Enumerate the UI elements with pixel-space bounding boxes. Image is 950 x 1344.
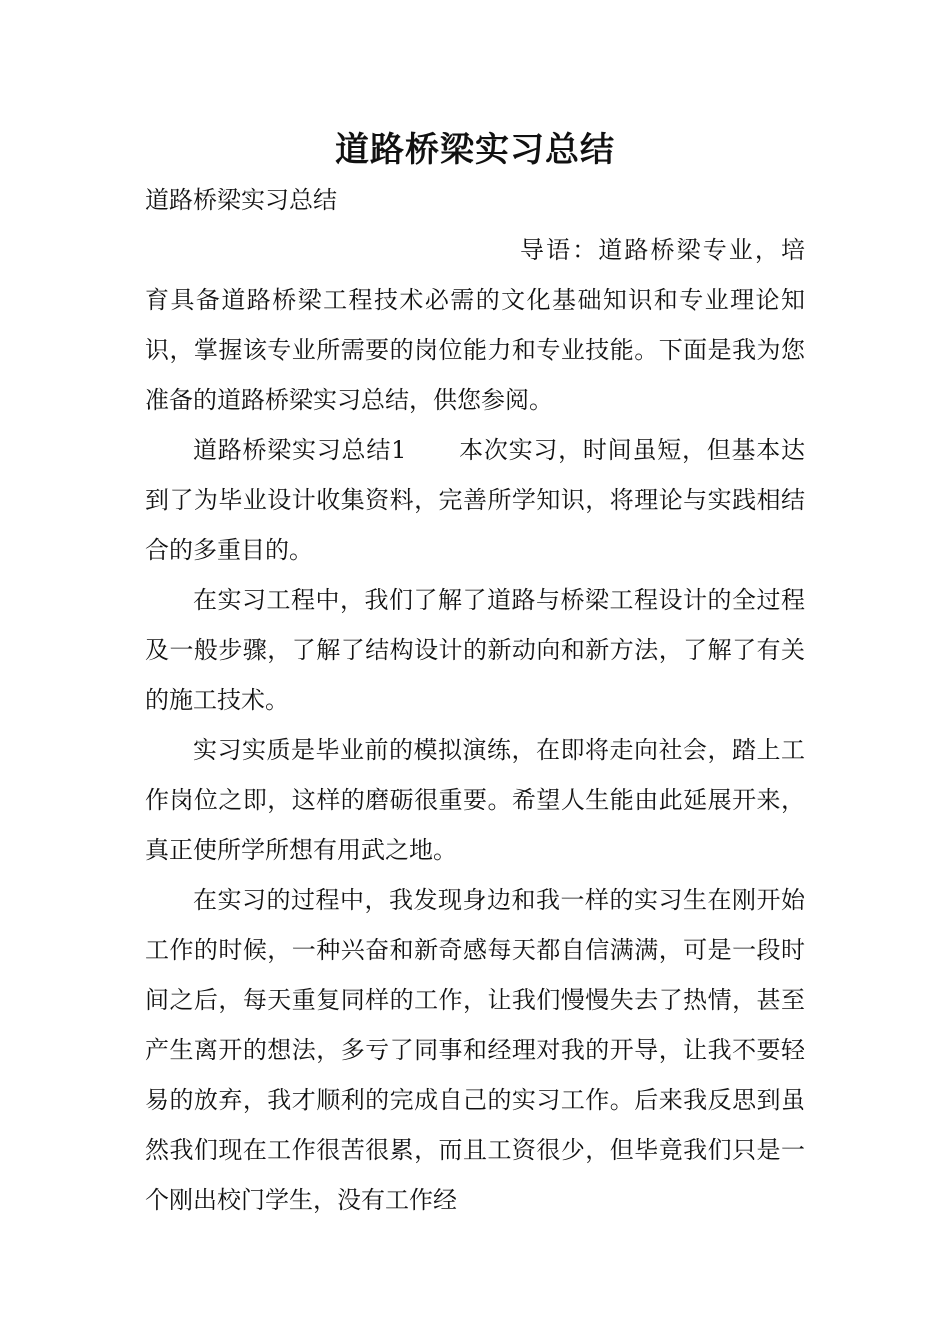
- document-subtitle: 道路桥梁实习总结: [145, 186, 337, 214]
- body-paragraph: 实习实质是毕业前的模拟演练，在即将走向社会，踏上工作岗位之即，这样的磨砺很重要。希望人生能由此延展开来，真正使所学所想有用武之地。: [145, 736, 805, 864]
- document-title: 道路桥梁实习总结: [335, 130, 615, 170]
- document-body: [145, 225, 805, 1225]
- section-lead-text: 本次实习，时间虽短，但基本达到了为毕业设计收集资料，完善所学知识，将理论与实践相结合的多重目的。: [145, 436, 805, 564]
- intro-paragraph: 导语：道路桥梁专业，培育具备道路桥梁工程技术必需的文化基础知识和专业理论知识，掌握该专业所需要的岗位能力和专业技能。下面是我为您准备的道路桥梁实习总结，供您参阅。: [145, 236, 805, 414]
- section-heading: 道路桥梁实习总结1: [193, 436, 407, 464]
- section-1-paragraph: [145, 425, 805, 575]
- body-paragraph: 在实习工程中，我们了解了道路与桥梁工程设计的全过程及一般步骤，了解了结构设计的新动向和新方法，了解了有关的施工技术。: [145, 586, 805, 714]
- body-paragraph: 在实习的过程中，我发现身边和我一样的实习生在刚开始工作的时候，一种兴奋和新奇感每天都自信满满，可是一段时间之后，每天重复同样的工作，让我们慢慢失去了热情，甚至产生离开的想法，多亏了同事和经理对我的开导，让我不要轻易的放弃，我才顺利的完成自己的实习工作。后来我反思到虽然我们现在工作很苦很累，而且工资很少，但毕竟我们只是一个刚出校门学生，没有工作经: [145, 886, 805, 1214]
